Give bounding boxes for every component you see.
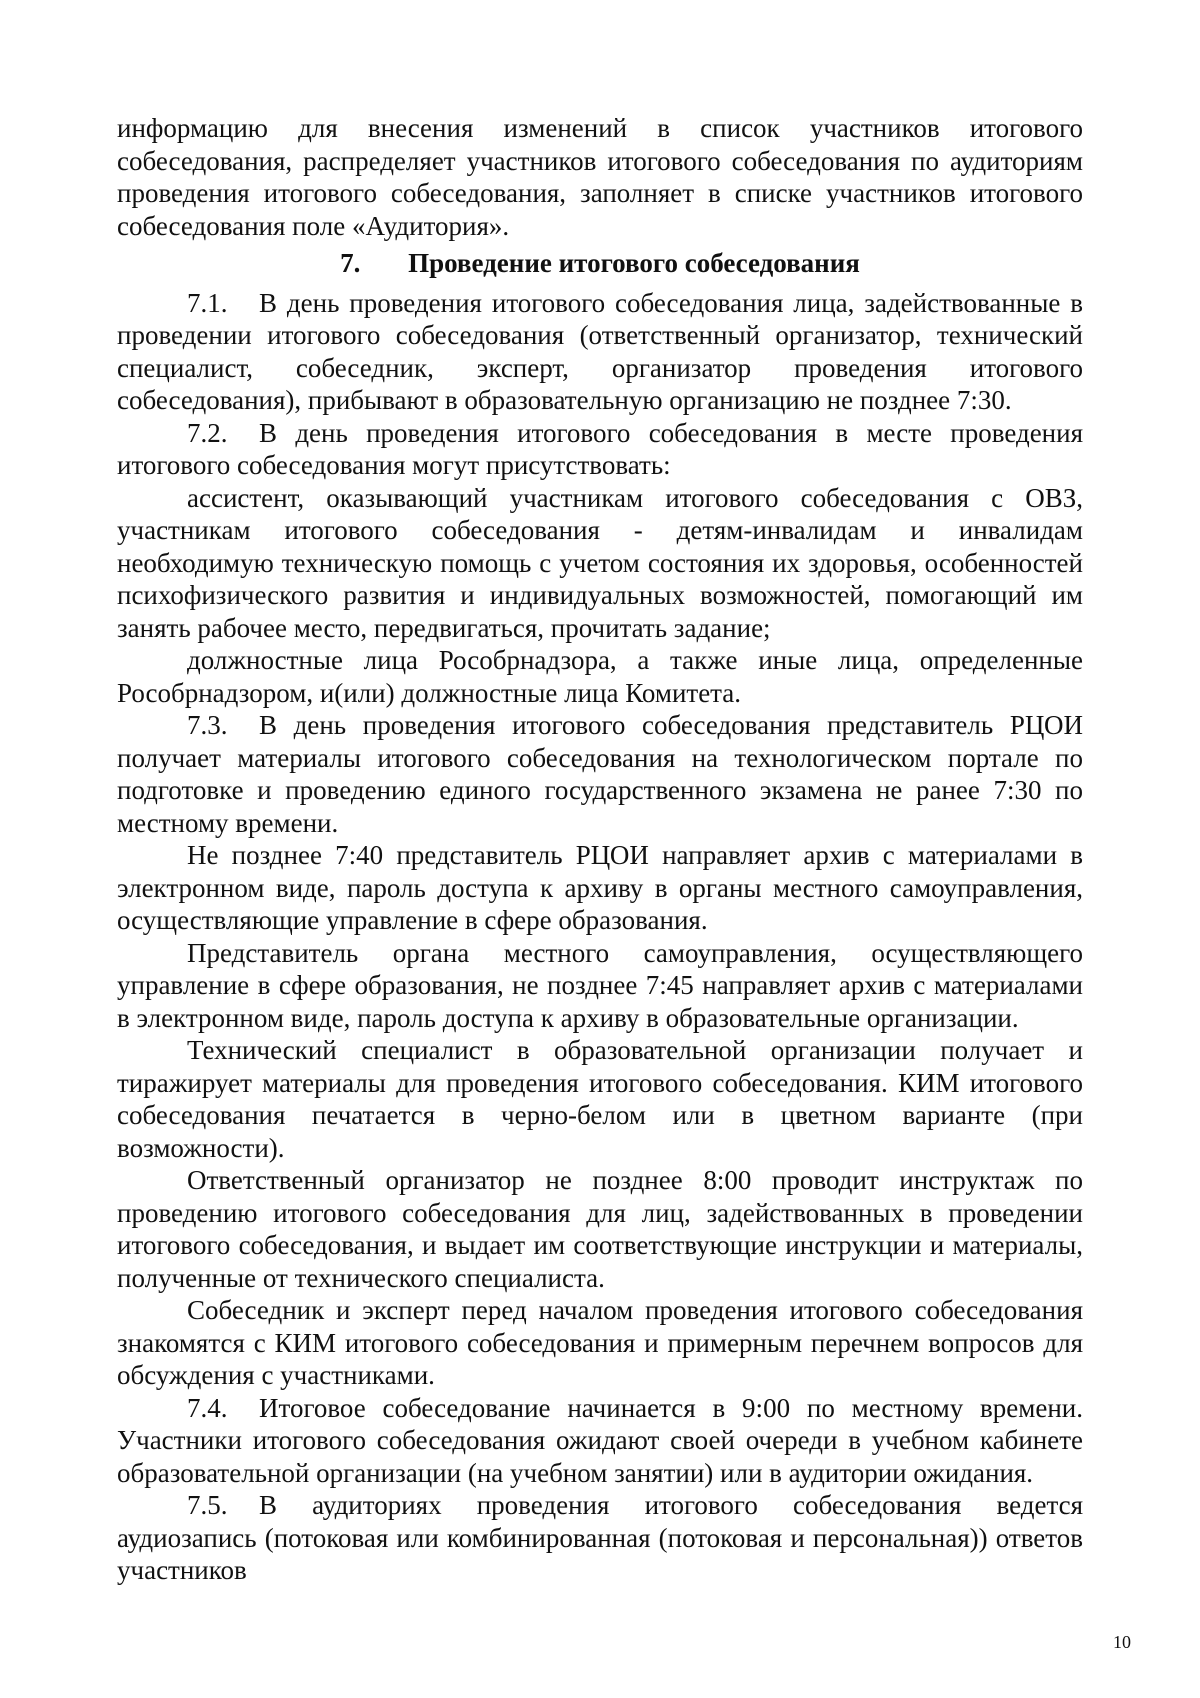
numbered-paragraph — [117, 417, 1083, 482]
paragraph-text: В день проведения итогового собеседования лица, задействованные в проведении итогового собеседования (ответственный организатор, технический специалист, собеседник, эксперт, организатор проведения итогового собеседования), прибывают в образовательную организацию не позднее 7:30. — [117, 287, 1083, 415]
section-heading — [117, 247, 1083, 280]
paragraph — [117, 1164, 1083, 1294]
paragraph-text: ассистент, оказывающий участникам итогового собеседования с ОВЗ, участникам итогового собеседования - детям-инвалидам и инвалидам необходимую техническую помощь с учетом состояния их здоровья, особенностей психофизического развития и индивидуальных возможностей, помогающий им занять рабочее место, передвигаться, прочитать задание; — [117, 482, 1083, 643]
paragraph-number: 7.1. — [187, 287, 228, 318]
numbered-paragraph — [117, 287, 1083, 417]
numbered-paragraph — [117, 1392, 1083, 1490]
paragraph-text: Не позднее 7:40 представитель РЦОИ направляет архив с материалами в электронном виде, пароль доступа к архиву в органы местного самоуправления, осуществляющие управление в сфере образования. — [117, 840, 1083, 935]
paragraph — [117, 1294, 1083, 1392]
paragraph-text: В день проведения итогового собеседования в месте проведения итогового собеседования могут присутствовать: — [117, 417, 1083, 480]
paragraph — [117, 937, 1083, 1035]
paragraph — [117, 1034, 1083, 1164]
section-body — [117, 287, 1083, 1587]
paragraph — [117, 482, 1083, 645]
section-number: 7. — [340, 248, 361, 278]
document-page — [117, 112, 1083, 1587]
paragraph — [117, 644, 1083, 709]
paragraph-text: Технический специалист в образовательной организации получает и тиражирует материалы для проведения итогового собеседования. КИМ итогового собеседования печатается в черно-белом или в цветном варианте (при возможности). — [117, 1035, 1083, 1163]
continuation-paragraph: информацию для внесения изменений в список участников итогового собеседования, распределяет участников итогового собеседования по аудиториям проведения итогового собеседования, заполняет в списке участников итогового собеседования поле «Аудитория». — [117, 113, 1083, 241]
section-title: Проведение итогового собеседования — [408, 248, 860, 278]
paragraph-number: 7.3. — [187, 710, 228, 740]
page-number: 10 — [1113, 1632, 1131, 1652]
paragraph-text: В аудиториях проведения итогового собеседования ведется аудиозапись (потоковая или комбинированная (потоковая и персональная)) ответов участников — [117, 1490, 1083, 1585]
paragraph-number: 7.2. — [187, 417, 228, 448]
numbered-paragraph — [117, 1489, 1083, 1587]
paragraph-number: 7.5. — [187, 1490, 228, 1520]
paragraph-text: Собеседник и эксперт перед началом проведения итогового собеседования знакомятся с КИМ итогового собеседования и примерным перечнем вопросов для обсуждения с участниками. — [117, 1295, 1083, 1390]
paragraph-text: должностные лица Рособрнадзора, а также иные лица, определенные Рособрнадзором, и(или) должностные лица Комитета. — [117, 645, 1083, 708]
numbered-paragraph — [117, 709, 1083, 839]
paragraph-text: Итоговое собеседование начинается в 9:00 по местному времени. Участники итогового собеседования ожидают своей очереди в учебном кабинете образовательной организации (на учебном занятии) или в аудитории ожидания. — [117, 1392, 1083, 1488]
paragraph-number: 7.4. — [187, 1392, 228, 1423]
paragraph-text: Ответственный организатор не позднее 8:00 проводит инструктаж по проведению итогового собеседования для лиц, задействованных в проведении итогового собеседования, и выдает им соответствующие инструкции и материалы, полученные от технического специалиста. — [117, 1165, 1083, 1293]
paragraph — [117, 839, 1083, 937]
paragraph-text: В день проведения итогового собеседования представитель РЦОИ получает материалы итогового собеседования на технологическом портале по подготовке и проведению единого государственного экзамена не ранее 7:30 по местному времени. — [117, 710, 1083, 838]
paragraph-text: Представитель органа местного самоуправления, осуществляющего управление в сфере образования, не позднее 7:45 направляет архив с материалами в электронном виде, пароль доступа к архиву в образовательные организации. — [117, 937, 1083, 1033]
